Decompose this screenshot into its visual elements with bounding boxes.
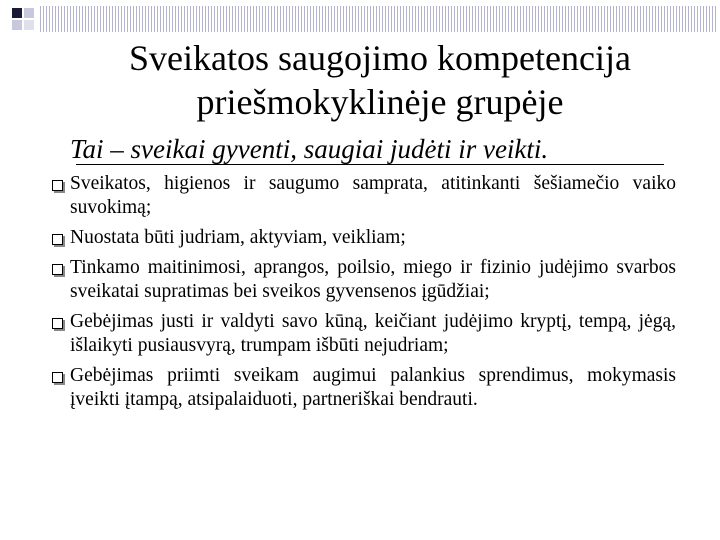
list-item-text: Gebėjimas justi ir valdyti savo kūną, keičiant judėjimo kryptį, tempą, jėgą, išlaikyti pusiausvyrą, trumpam išbūti nejudriam; bbox=[70, 311, 676, 356]
hollow-square-bullet-icon bbox=[52, 318, 63, 329]
subtitle-underline bbox=[76, 164, 664, 165]
header-stripe bbox=[40, 6, 718, 32]
slide-title bbox=[40, 36, 720, 124]
list-item-text: Gebėjimas priimti sveikam augimui palankius sprendimus, mokymasis įveikti įtampą, atsipalaiduoti, partneriškai bendrauti. bbox=[70, 365, 676, 410]
hollow-square-bullet-icon bbox=[52, 264, 63, 275]
list-item bbox=[44, 226, 676, 250]
list-item-text: Sveikatos, higienos ir saugumo samprata, atitinkanti šešiamečio vaiko suvokimą; bbox=[70, 173, 676, 218]
list-item-text: Tinkamo maitinimosi, aprangos, poilsio, miego ir fizinio judėjimo svarbos sveikatai supratimas bei sveikos gyvensenos įgūdžiai; bbox=[70, 257, 676, 302]
corner-square-light-icon bbox=[12, 20, 22, 30]
list-item-text: Nuostata būti judriam, aktyviam, veikliam; bbox=[70, 227, 406, 248]
list-item bbox=[44, 172, 676, 220]
hollow-square-bullet-icon bbox=[52, 234, 63, 245]
title-line-2: priešmokyklinėje grupėje bbox=[196, 82, 564, 122]
list-item bbox=[44, 310, 676, 358]
hollow-square-bullet-icon bbox=[52, 180, 63, 191]
title-line-1: Sveikatos saugojimo kompetencija bbox=[129, 38, 631, 78]
bullet-list bbox=[44, 172, 676, 418]
hollow-square-bullet-icon bbox=[52, 372, 63, 383]
list-item bbox=[44, 256, 676, 304]
corner-square-dark-icon bbox=[12, 8, 22, 18]
corner-square-light-icon bbox=[24, 20, 34, 30]
list-item bbox=[44, 364, 676, 412]
slide-subtitle: Tai – sveikai gyventi, saugiai judėti ir veikti. bbox=[70, 134, 549, 164]
corner-square-light-icon bbox=[24, 8, 34, 18]
